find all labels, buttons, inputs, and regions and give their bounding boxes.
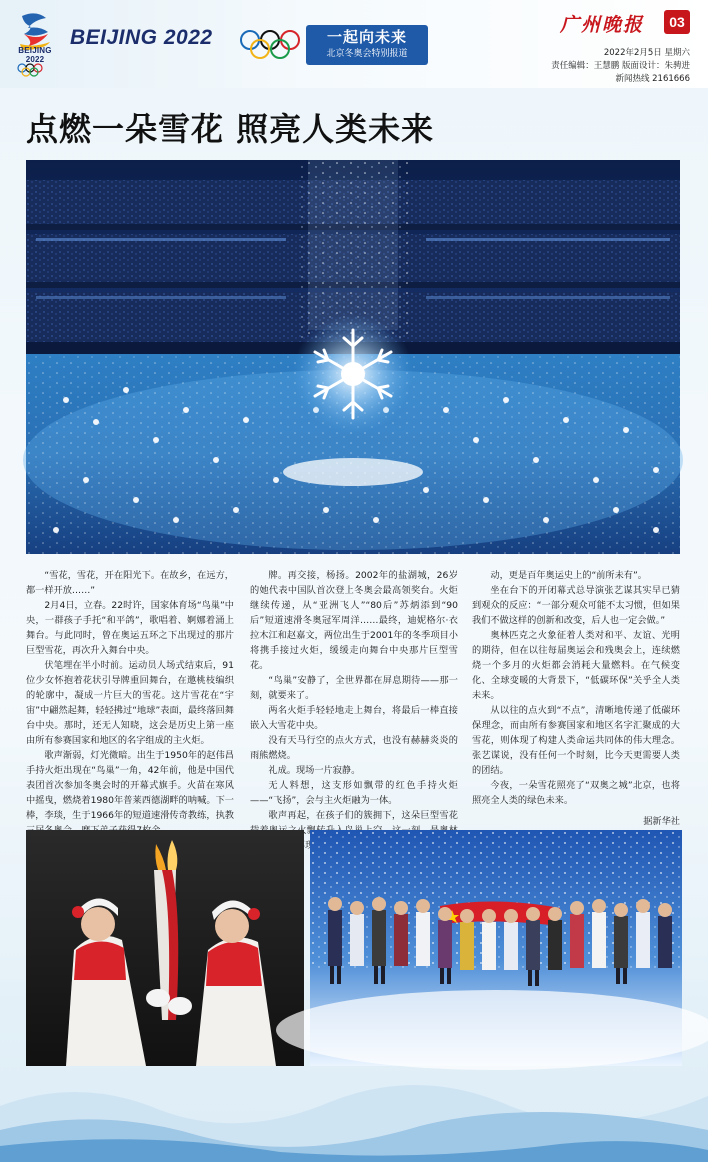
paragraph: 没有天马行空的点火方式，也没有赫赫炎炎的雨熊燃烧。 bbox=[250, 735, 458, 761]
paragraph: 无人料想，这支形如飘带的红色手持火炬——“飞扬”，会与主火炬融为一体。 bbox=[250, 780, 458, 806]
article-byline: 据新华社 bbox=[643, 816, 680, 827]
paragraph: 牌。再交接，杨扬。2002年的盐湖城，26岁的她代表中国队首次登上冬奥会最高领奖台。火炬继续传递，从“亚洲飞人”“80后”苏炳添到“90后”短道速滑冬奥冠军周洋……最终，迪妮格尔·衣拉木江和赵嘉文，两位出生于2001年的冬季项目小将携手接过火炬，缓缓走向舞台中央那片巨型雪花。 bbox=[250, 570, 458, 671]
article-column-2 bbox=[250, 568, 458, 851]
newspaper-name: 广州晚报 bbox=[560, 14, 645, 36]
page-number-badge: 03 bbox=[664, 10, 690, 34]
main-photo-ceremony bbox=[26, 160, 680, 554]
paragraph: 今夜，一朵雪花照亮了“双奥之城”北京，也将照亮全人类的绿色未来。 bbox=[472, 780, 680, 806]
issue-date: 2022年2月5日 星期六 bbox=[603, 48, 690, 58]
paragraph: 奥林匹克之火象征着人类对和平、友谊、光明的期待，但在以往每届奥运会和残奥会上，连续燃烧一个多月的火炬都会消耗大量燃料。在气候变化、全球变暖的大背景下，“低碳环保”关乎全人类未来。 bbox=[472, 630, 680, 701]
article-column-1 bbox=[26, 568, 234, 824]
article-column-3 bbox=[472, 568, 680, 827]
banner-subtitle: 北京冬奥会特别报道 bbox=[326, 49, 408, 59]
news-hotline: 新闻热线 2161666 bbox=[615, 74, 690, 84]
article-body bbox=[26, 568, 680, 851]
article-headline: 点燃一朵雪花 照亮人类未来 bbox=[26, 110, 435, 148]
paragraph: 歌声再起，在孩子们的簇拥下，这朵巨型雪花 火飘 光再现， bbox=[268, 810, 458, 851]
snow-mountain-decoration bbox=[0, 1066, 708, 1162]
emblem-caption: BEIJING 2022 bbox=[18, 46, 52, 64]
beijing-2022-wordmark: BEIJING 2022 bbox=[70, 26, 213, 49]
paragraph: 坐在台下的开闭幕式总导演张艺谋其实早已猜到观众的反应：“一部分观众可能不太习惯，但如果我们不做这样的创新和改变，后人也一定会做。” bbox=[472, 585, 680, 626]
paragraph: 从以往的点火到“不点”，清晰地传递了低碳环保理念，而由所有参赛国家和地区名字汇聚成的大雪花，则体现了构建人类命运共同体的伟大理念。张艺谋说，没有任何一个时刻，比今天更需要人类的团结。 bbox=[472, 705, 680, 776]
photo-torchbearers bbox=[26, 830, 304, 1066]
stadium-snowflake-photo bbox=[26, 160, 680, 554]
paragraph: 动，更是百年奥运史上的“前所未有”。 bbox=[490, 570, 647, 581]
olympic-rings-icon bbox=[238, 28, 302, 60]
masthead bbox=[0, 0, 708, 88]
winter-olympics-emblem-icon bbox=[10, 8, 60, 76]
editor-credits: 责任编辑：王慧鹏 版面设计：朱骋进 bbox=[551, 61, 690, 71]
paragraph: 歌声渐弱，灯光微暗。出生于1950年的赵伟昌手持火炬出现在“鸟巢”一角，42年前，他是中国代表团首次参加冬奥会时的开幕式旗手。火苗在寒风中摇曳，燃烧着1980年普莱西德湖畔的呐喊。下一棒，李琰，生于1966年的短道速滑传奇教练，执教 bbox=[26, 750, 234, 821]
torchbearers-photo bbox=[26, 830, 304, 1066]
banner-slogan: 一起向未来 bbox=[326, 28, 407, 46]
flag-ceremony-photo bbox=[310, 830, 682, 1066]
paragraph: 礼成。现场一片寂静。 bbox=[268, 765, 361, 776]
paragraph: 伏笔埋在半小时前。运动员人场式结束后，91位少女怀抱着花状引导牌重回舞台，在邀桃枝编织的轮廓中，凝成一片巨大的雪花。这片雪花在“宇宙”中翩然起舞，轻轻拂过“地球”表面，最终落回舞台中央。那时，还无人知晓，这会是历史上第一座由所有参赛国家和地区的名字组成的主火炬。 bbox=[26, 660, 234, 746]
photo-flag-ceremony bbox=[310, 830, 682, 1066]
paragraph: 两名火炬手轻轻地走上舞台，将最后一棒直接嵌入大雪花中央。 bbox=[250, 705, 458, 731]
paragraph: “雪花，雪花，开在阳光下。在故乡，在远方，都一样开放……” bbox=[26, 570, 234, 596]
paragraph: 2月4日，立春。22时许，国家体育场“鸟巢”中央，一群孩子手托“和平鸽”，歌唱着、婀娜着涌上舞台。与此同时，曾在奥运五环之下出现过的那片巨型雪花，再次升入舞台中央。 bbox=[26, 600, 234, 656]
paragraph: “鸟巢”安静了，全世界都在屏息期待——那一刻，就要来了。 bbox=[250, 675, 458, 701]
special-report-banner bbox=[306, 25, 428, 65]
